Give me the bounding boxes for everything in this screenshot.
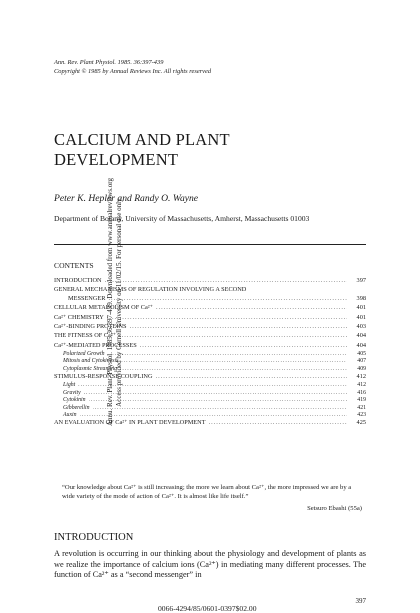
toc-entry-page: 405 [357, 350, 366, 357]
authors: Peter K. Hepler and Randy O. Wayne [54, 193, 199, 204]
toc-entry-page: 403 [356, 322, 366, 330]
epigraph-quote: “Our knowledge about Ca²⁺ is still increasing; the more we learn about Ca²⁺, the more impressed we are by a wide variety of the mode of action of Ca²⁺. It is almost like life itself.” [62, 484, 352, 500]
toc-entry-label: THE FITNESS OF Ca²⁺ [54, 332, 117, 340]
toc-entry-label: GENERAL MECHANISMS OF REGULATION INVOLVING A SECOND [54, 286, 247, 294]
toc-entry-label: Cytoplasmic Streaming [63, 365, 118, 372]
toc-entry-label: Cytokinin [63, 397, 86, 404]
article-title [54, 130, 230, 170]
toc-entry-label: Gravity [63, 389, 81, 396]
title-line-2: DEVELOPMENT [54, 150, 179, 169]
toc-entry [54, 277, 366, 286]
toc-entry [54, 304, 366, 313]
toc-entry [54, 366, 366, 373]
toc-entry [54, 373, 366, 382]
toc-entry [54, 342, 366, 351]
toc-entry [54, 358, 366, 365]
toc-entry [54, 323, 366, 332]
toc-entry-label: Gibberellin [63, 404, 90, 411]
toc-entry-page: 404 [356, 341, 366, 349]
toc-entry [54, 351, 366, 358]
toc-entry [54, 382, 366, 389]
toc-entry-label: Mitosis and Cytokinesis [63, 358, 119, 365]
toc-entry-label: STIMULUS-RESPONSE COUPLING [54, 373, 153, 381]
toc-entry-page: 398 [356, 294, 366, 302]
sidebar-line-2: Access provided by Cornell University on 11/02/15. For personal use only. [115, 197, 123, 407]
title-line-1: CALCIUM AND PLANT [54, 130, 230, 149]
epigraph-attribution: Setsuro Ebashi (55a) [307, 505, 362, 512]
toc-entry-page: 409 [357, 365, 366, 372]
sidebar-line-1: Annu. Rev. Plant. Physiol. 1985.36:397-439. Downloaded from www.annualreviews.org [106, 177, 114, 427]
toc-entry-page: 416 [357, 389, 366, 396]
toc-entry [54, 412, 366, 419]
introduction-heading: INTRODUCTION [54, 532, 134, 543]
toc-entry-page: 397 [356, 277, 366, 284]
toc-entry-label: CELLULAR METABOLISM OF Ca²⁺ [54, 304, 153, 312]
toc-entry-page: 425 [356, 419, 366, 427]
toc-entry-page: 419 [357, 397, 366, 404]
toc-entry [54, 390, 366, 397]
divider-rule [54, 244, 366, 245]
journal-citation: Ann. Rev. Plant Physiol. 1985. 36:397-439 [54, 59, 164, 66]
toc-entry-label: AN EVALUATION OF Ca²⁺ IN PLANT DEVELOPMENT [54, 419, 206, 427]
toc-entry-label: Polarized Growth [63, 350, 105, 357]
toc-entry-page: 421 [357, 404, 366, 411]
affiliation: Department of Botany, University of Massachusetts, Amherst, Massachusetts 01003 [54, 214, 310, 223]
toc-entry-page: 401 [356, 304, 366, 312]
toc-entry-page: 404 [356, 332, 366, 340]
toc-entry-label-continued: MESSENGER [68, 294, 106, 302]
toc-entry-label: INTRODUCTION [54, 277, 102, 284]
toc-entry-label: Light [63, 382, 76, 389]
toc-entry-label: Ca²⁺-BINDING PROTEINS [54, 322, 127, 330]
toc-entry-label: Ca²⁺-MEDIATED PROCESSES [54, 341, 137, 349]
toc-entry-page: 423 [357, 411, 366, 418]
toc-entry-page: 407 [357, 358, 366, 365]
toc-entry [54, 405, 366, 412]
journal-header [54, 58, 211, 76]
toc-entry [54, 314, 366, 323]
toc-entry-page: 412 [356, 373, 366, 381]
toc-entry-label: Ca²⁺ CHEMISTRY [54, 313, 104, 321]
toc-entry-page: 412 [357, 382, 366, 389]
copyright-line: Copyright © 1985 by Annual Reviews Inc. All rights reserved [54, 68, 212, 75]
footer-code: 0066-4294/85/0601-0397$02.00 [158, 604, 257, 613]
page-number: 397 [355, 597, 366, 605]
toc-entry [54, 286, 366, 304]
toc-entry-page: 401 [356, 313, 366, 321]
contents-heading: CONTENTS [54, 261, 94, 270]
toc-entry-label: Auxin [63, 411, 77, 418]
toc-entry [54, 419, 366, 428]
introduction-body: A revolution is occurring in our thinking about the physiology and development of plants as we realize the importance of calcium ions (Ca²⁺) in mediating many different processes. The function of Ca²⁺ as a “second messenger” in [54, 549, 366, 579]
toc-entry [54, 332, 366, 341]
toc-entry [54, 397, 366, 404]
table-of-contents [54, 277, 366, 429]
